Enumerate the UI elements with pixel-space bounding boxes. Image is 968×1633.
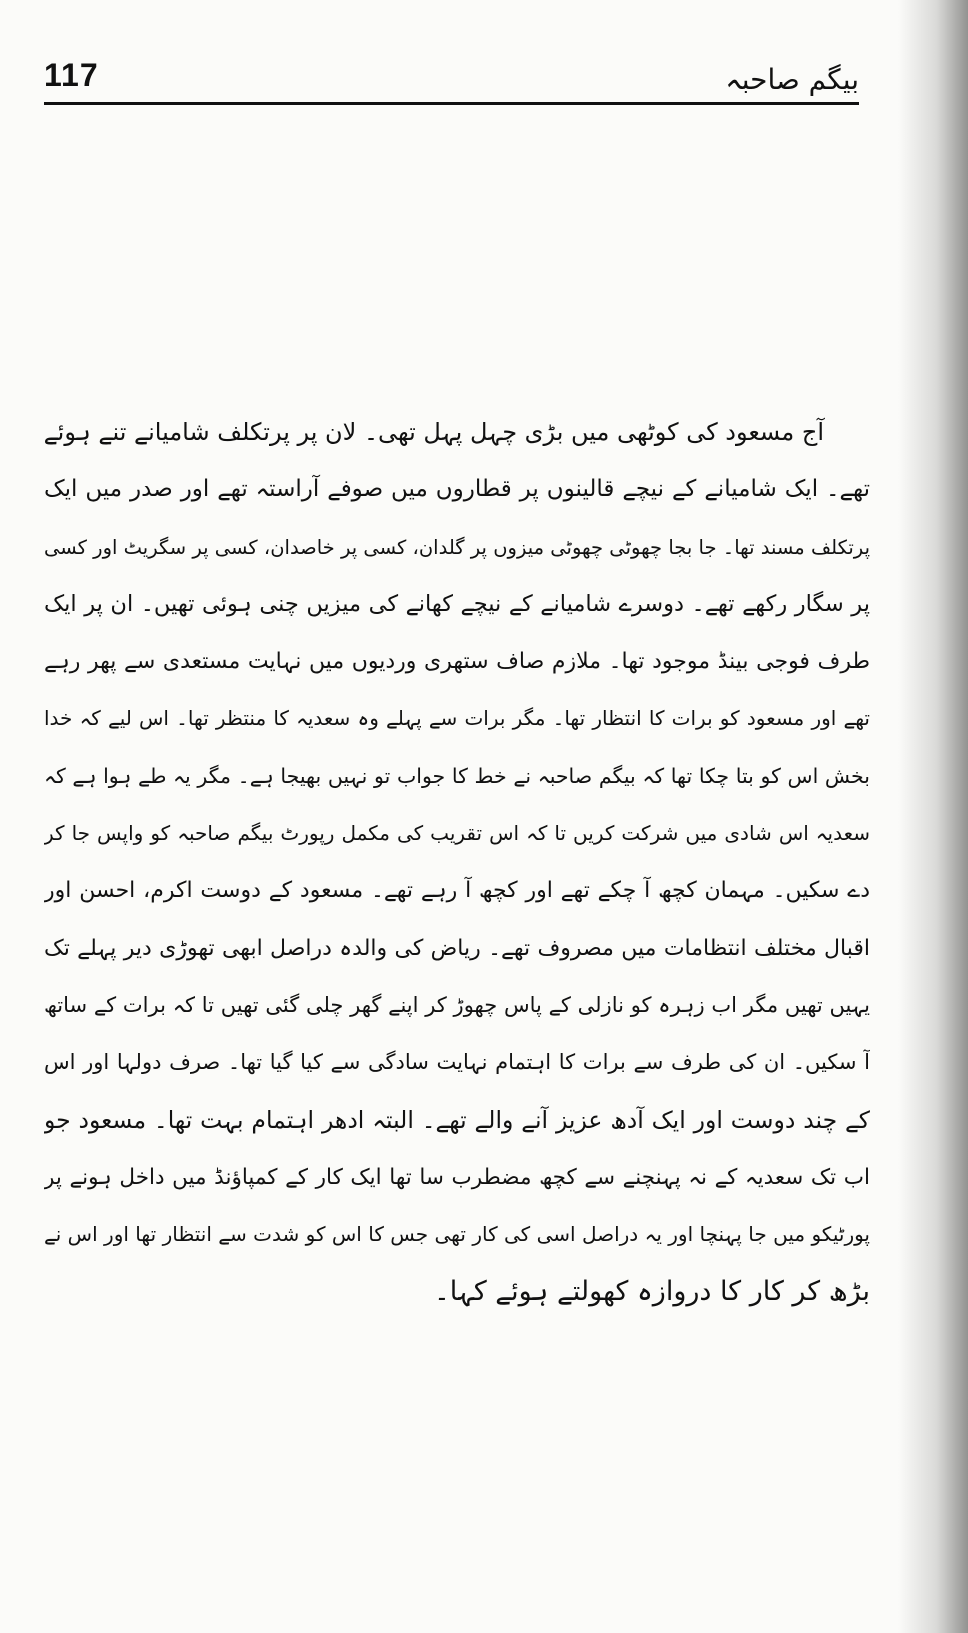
text-line: تھے۔ ایک شامیانے کے نیچے قالینوں پر قطاروں میں صوفے آراستہ تھے اور صدر میں ایک bbox=[44, 476, 870, 503]
text-line: بخش اس کو بتا چکا تھا کہ بیگم صاحبہ نے خط کا جواب تو نہیں بھیجا ہے۔ مگر یہ طے ہوا ہے کہ bbox=[44, 763, 870, 788]
text-line: پر سگار رکھے تھے۔ دوسرے شامیانے کے نیچے کھانے کی میزیں چنی ہوئی تھیں۔ ان پر ایک bbox=[44, 590, 870, 617]
text-line: بڑھ کر کار کا دروازہ کھولتے ہوئے کہا۔ bbox=[433, 1276, 870, 1308]
text-line: طرف فوجی بینڈ موجود تھا۔ ملازم صاف ستھری وردیوں میں نہایت مستعدی سے پھر رہے bbox=[44, 649, 870, 675]
text-line: کے چند دوست اور ایک آدھ عزیز آنے والے تھے۔ البتہ ادھر اہتمام بہت تھا۔ مسعود جو bbox=[44, 1105, 870, 1134]
text-line: پرتکلف مسند تھا۔ جا بجا چھوٹی چھوٹی میزوں پر گلدان، کسی پر خاصدان، کسی پر سگریٹ اور کسی bbox=[44, 535, 870, 559]
page-edge-shadow bbox=[898, 0, 968, 1633]
text-line: پورٹیکو میں جا پہنچا اور یہ دراصل اسی کی کار تھی جس کا اس کو شدت سے انتظار تھا اور اس نے bbox=[44, 1222, 870, 1247]
text-line: دے سکیں۔ مہمان کچھ آ چکے تھے اور کچھ آ رہے تھے۔ مسعود کے دوست اکرم، احسن اور bbox=[44, 878, 870, 904]
text-line: آج مسعود کی کوٹھی میں بڑی چہل پہل تھی۔ لان پر پرتکلف شامیانے تنے ہوئے bbox=[44, 418, 824, 446]
running-title: بیگم صاحبہ bbox=[725, 63, 859, 96]
text-line: آ سکیں۔ ان کی طرف سے برات کا اہتمام نہایت سادگی سے کیا گیا تھا۔ صرف دولہا اور اس bbox=[44, 1050, 870, 1075]
text-line: یہیں تھیں مگر اب زہرہ کو نازلی کے پاس چھوڑ کر اپنے گھر چلی گئی تھیں تا کہ برات کے ساتھ bbox=[44, 992, 870, 1017]
page-number: 117 bbox=[44, 57, 99, 93]
text-line: اقبال مختلف انتظامات میں مصروف تھے۔ ریاض کی والدہ دراصل ابھی تھوڑی دیر پہلے تک bbox=[44, 935, 870, 961]
body-paragraph bbox=[44, 404, 870, 1321]
text-line: سعدیہ اس شادی میں شرکت کریں تا کہ اس تقریب کی مکمل رپورٹ بیگم صاحبہ کو واپس جا کر bbox=[44, 821, 870, 846]
text-line: اب تک سعدیہ کے نہ پہنچنے سے کچھ مضطرب سا تھا ایک کار کے کمپاؤنڈ میں داخل ہونے پر bbox=[44, 1164, 870, 1190]
page-header bbox=[44, 52, 859, 105]
text-line: تھے اور مسعود کو برات کا انتظار تھا۔ مگر برات سے پہلے وہ سعدیہ کا منتظر تھا۔ اس لیے کہ خدا bbox=[44, 706, 870, 731]
